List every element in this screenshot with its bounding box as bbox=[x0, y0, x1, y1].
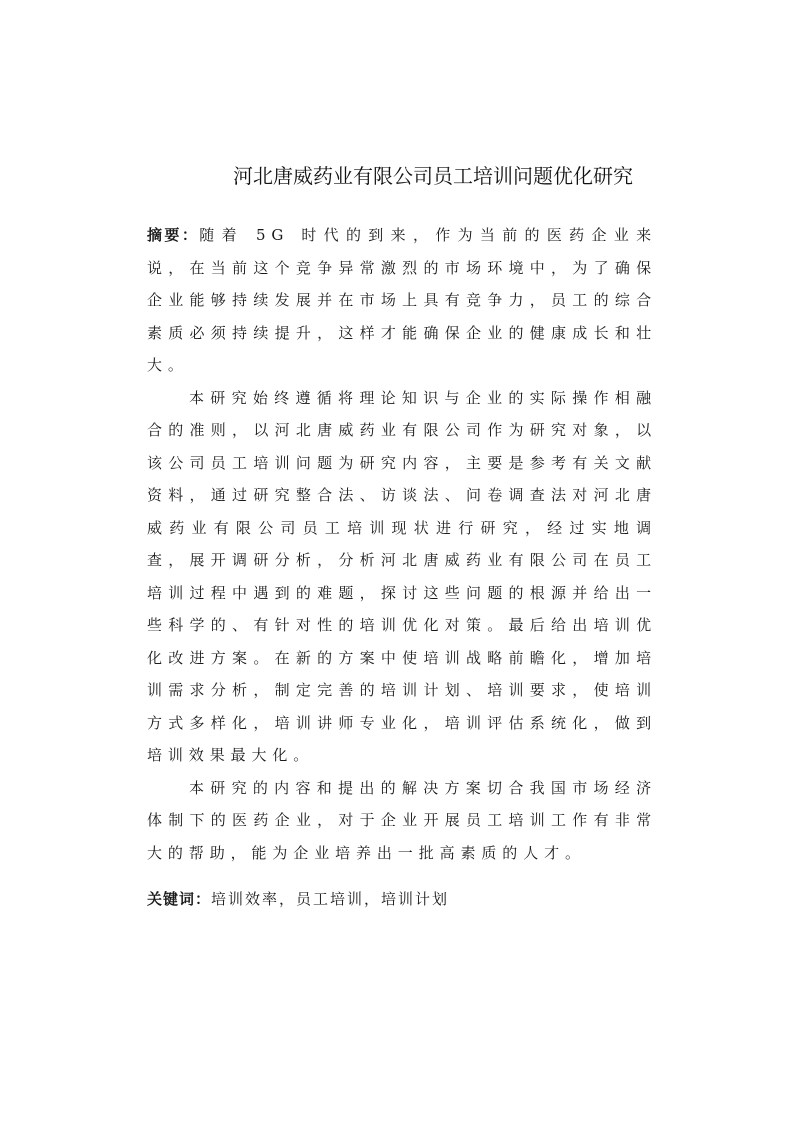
page-title: 河北唐威药业有限公司员工培训问题优化研究 bbox=[233, 164, 633, 188]
abstract-text-1: 随着 5G 时代的到来，作为当前的医药企业来说，在当前这个竞争异常激烈的市场环境中，为了确保企业能够持续发展并在市场上具有竞争力，员工的综合素质必须持续提升，这样才能确保企业的健康成长和壮大。 bbox=[147, 226, 657, 374]
keywords-text: 培训效率，员工培训，培训计划 bbox=[211, 890, 450, 908]
abstract-paragraph-2: 本研究始终遵循将理论知识与企业的实际操作相融合的准则，以河北唐威药业有限公司作为研究对象，以该公司员工培训问题为研究内容，主要是参考有关文献资料，通过研究整合法、访谈法、问卷调查法对河北唐威药业有限公司员工培训现状进行研究，经过实地调查，展开调研分析，分析河北唐威药业有限公司在员工培训过程中遇到的难题，探讨这些问题的根源并给出一些科学的、有针对性的培训优化对策。最后给出培训优化改进方案。在新的方案中使培训战略前瞻化，增加培训需求分析，制定完善的培训计划、培训要求，使培训方式多样化，培训讲师专业化，培训评估系统化，做到培训效果最大化。 bbox=[147, 388, 657, 764]
abstract-paragraph-3: 本研究的内容和提出的解决方案切合我国市场经济体制下的医药企业，对于企业开展员工培训工作有非常大的帮助，能为企业培养出一批高素质的人才。 bbox=[147, 778, 657, 862]
abstract-label: 摘要： bbox=[147, 226, 200, 244]
keywords-line bbox=[147, 883, 657, 916]
keywords-label: 关键词： bbox=[147, 890, 212, 908]
abstract-section bbox=[147, 219, 657, 916]
abstract-paragraph-1 bbox=[147, 219, 657, 382]
